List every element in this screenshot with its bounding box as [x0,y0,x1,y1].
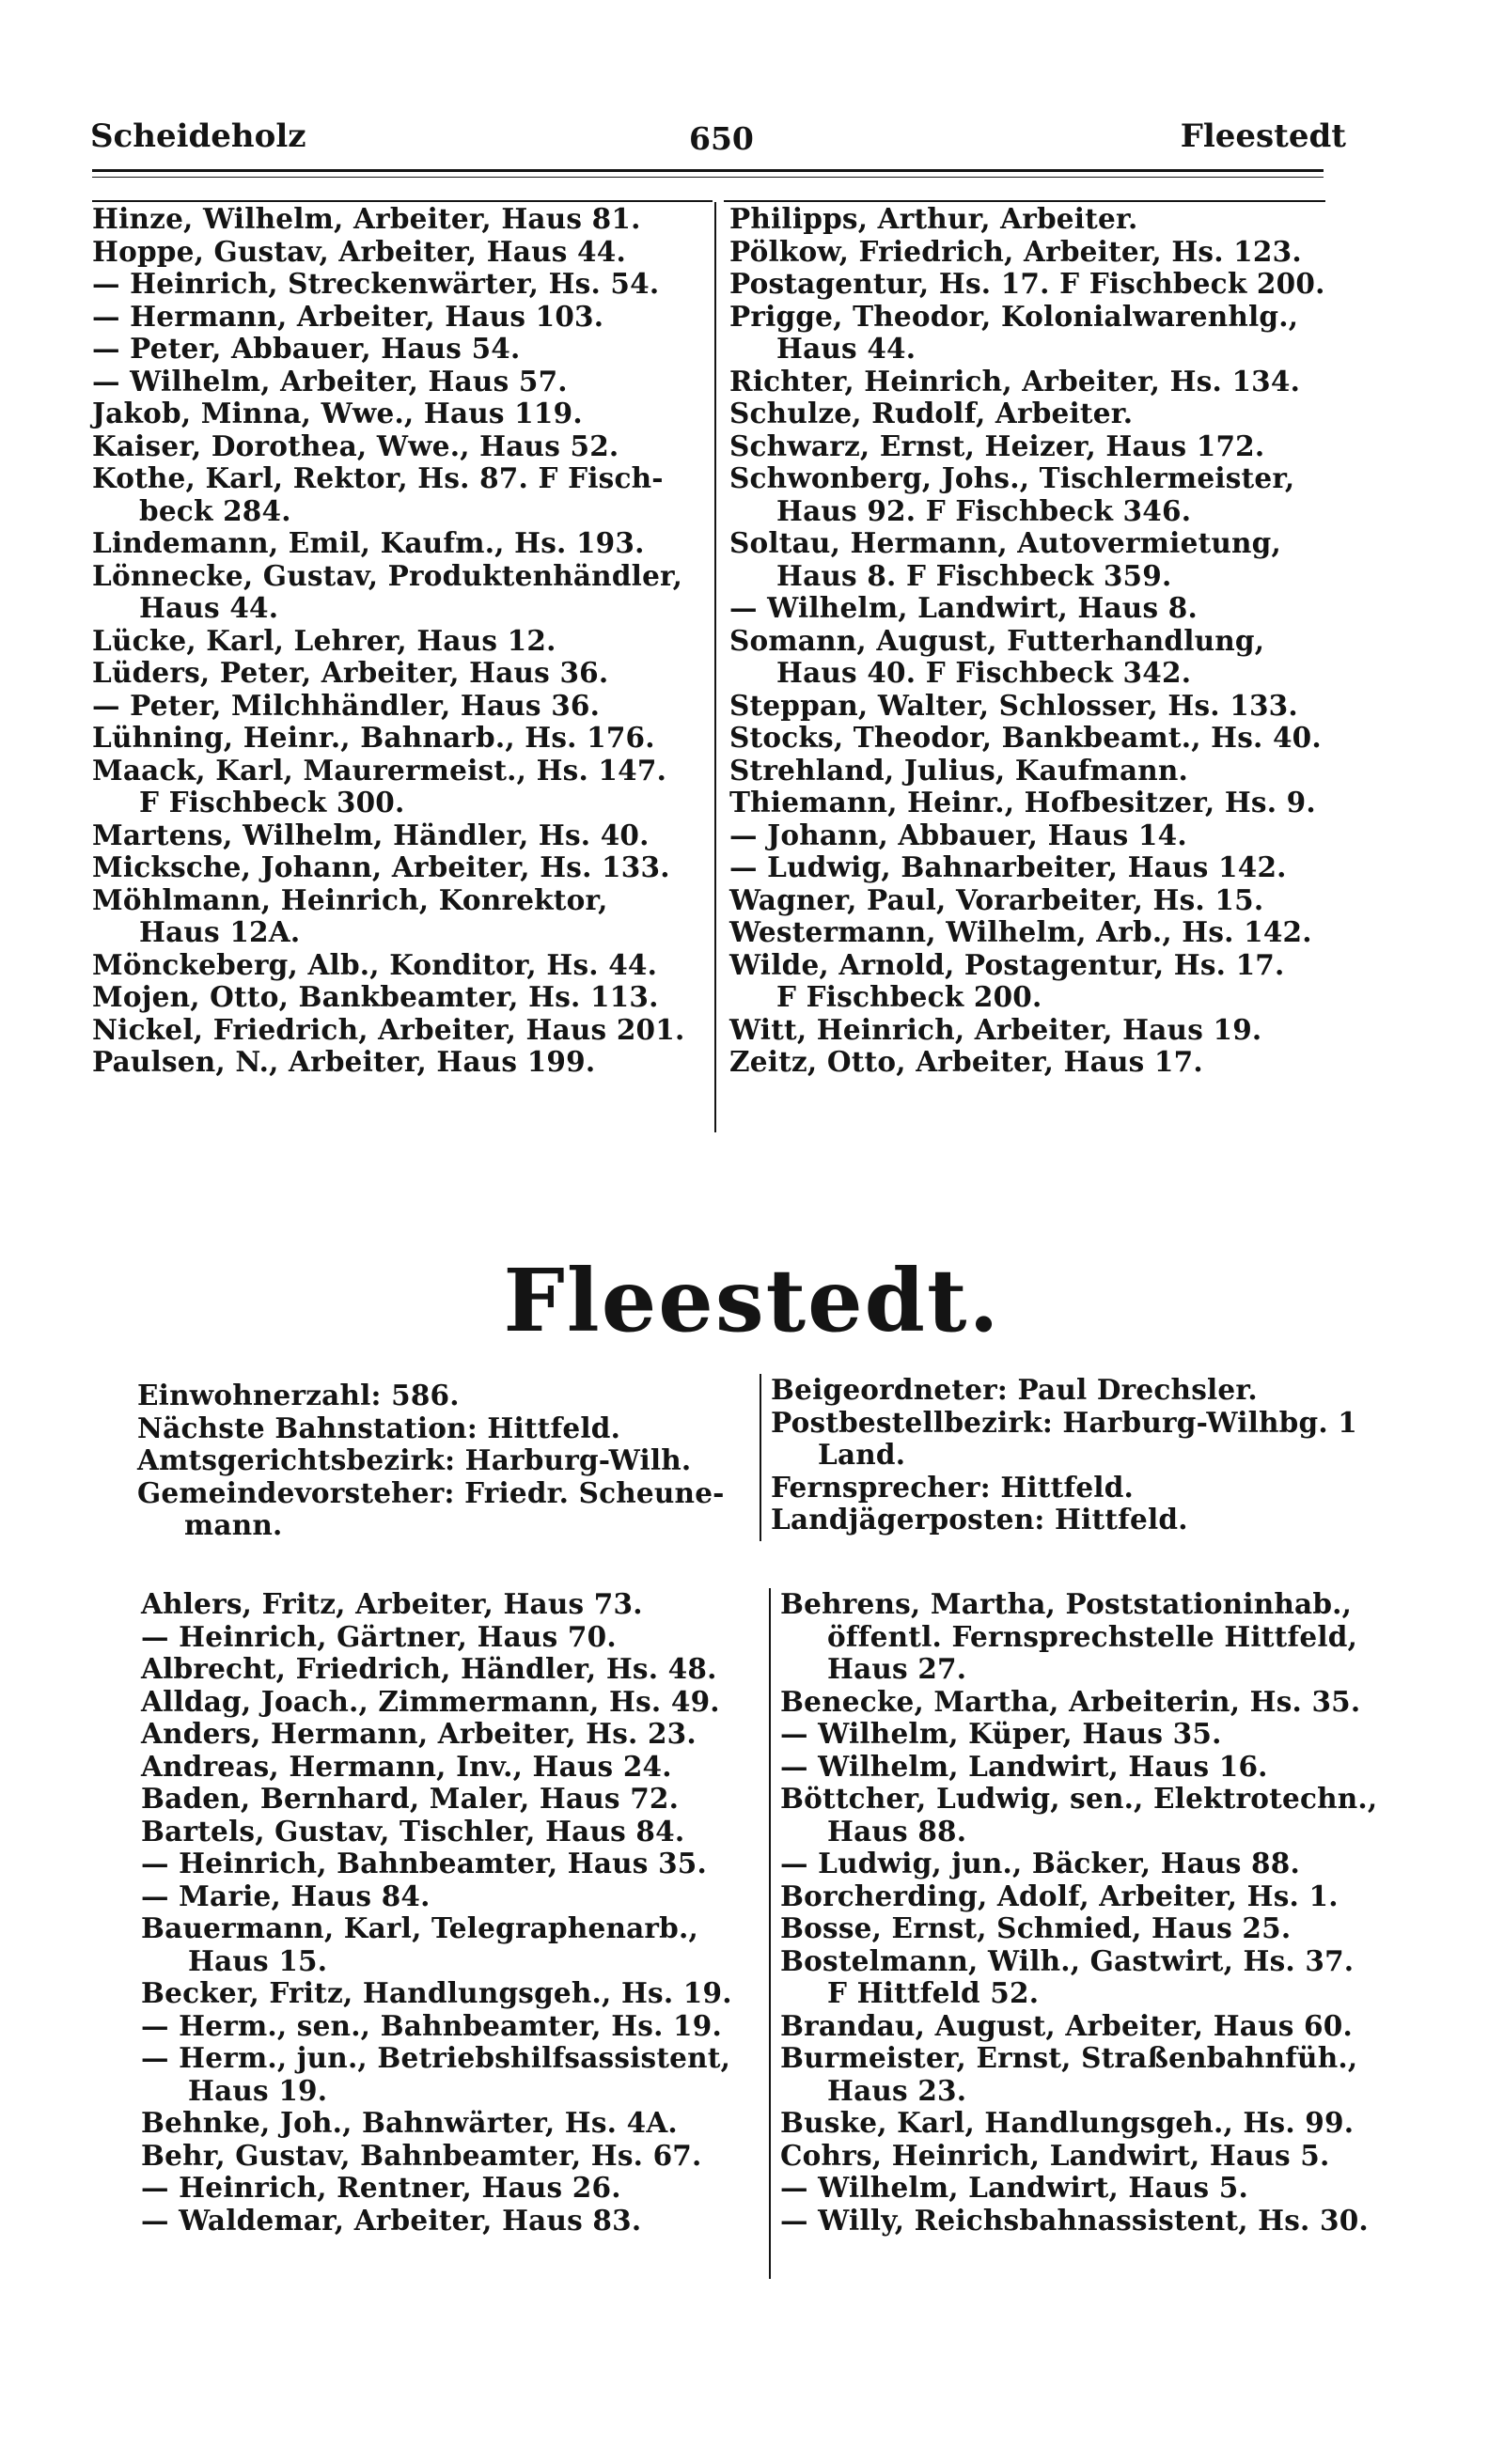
directory-entry-line: Böttcher, Ludwig, sen., Elektrotechn., [780,1782,1378,1815]
directory-entry-line: Hoppe, Gustav, Arbeiter, Haus 44. [92,234,626,268]
directory-entry-line: Haus 88. [827,1814,967,1848]
directory-entry-line: — Ludwig, jun., Bäcker, Haus 88. [780,1847,1300,1879]
info-divider [760,1374,761,1541]
directory-entry-line: Alldag, Joach., Zimmermann, Hs. 49. [141,1684,720,1718]
directory-entry-line: Philipps, Arthur, Arbeiter. [729,202,1138,235]
directory-entry-line: Nickel, Friedrich, Arbeiter, Haus 201. [92,1012,685,1046]
directory-entry-line: F Fischbeck 200. [776,980,1042,1013]
directory-entry-line: Land. [818,1438,906,1471]
directory-entry-line: — Marie, Haus 84. [141,1879,431,1912]
section-title: Fleestedt. [503,1250,1001,1351]
header-rule-thin [92,177,1324,178]
scheideholz-right-column [729,203,1325,1079]
directory-entry-line: Kothe, Karl, Rektor, Hs. 87. F Fisch- [92,461,664,494]
directory-entry-line: öffentl. Fernsprechstelle Hittfeld, [827,1619,1358,1653]
directory-entry-line: Zeitz, Otto, Arbeiter, Haus 17. [729,1045,1203,1078]
directory-entry-line: Maack, Karl, Maurermeist., Hs. 147. [92,753,667,787]
directory-entry-line: — Wilhelm, Arbeiter, Haus 57. [92,364,568,398]
directory-entry-line: Andreas, Hermann, Inv., Haus 24. [141,1749,672,1783]
directory-entry-line: Burmeister, Ernst, Straßenbahnfüh., [780,2041,1358,2074]
directory-entry-line: Stocks, Theodor, Bankbeamt., Hs. 40. [729,721,1322,754]
directory-entry-line: Anders, Hermann, Arbeiter, Hs. 23. [141,1717,697,1750]
directory-entry-line: Wagner, Paul, Vorarbeiter, Hs. 15. [729,882,1264,916]
directory-entry-line: Kaiser, Dorothea, Wwe., Haus 52. [92,429,619,462]
directory-entry-line: Westermann, Wilhelm, Arb., Hs. 142. [729,915,1312,948]
directory-entry-line: Hinze, Wilhelm, Arbeiter, Haus 81. [92,202,641,235]
directory-entry-line: Haus 44. [776,332,916,365]
directory-entry-line: Haus 12A. [139,915,301,948]
directory-entry-line: Haus 8. F Fischbeck 359. [776,558,1172,592]
directory-entry-line: Schwonberg, Johs., Tischlermeister, [729,461,1295,494]
page-number: 650 [689,120,754,157]
directory-entry-line: Haus 23. [827,2073,967,2107]
directory-entry-line: — Wilhelm, Landwirt, Haus 8. [729,591,1198,624]
directory-entry-line: Steppan, Walter, Schlosser, Hs. 133. [729,688,1298,722]
directory-entry-line: Lüders, Peter, Arbeiter, Haus 36. [92,656,609,689]
directory-entry-line: — Wilhelm, Landwirt, Haus 16. [780,1749,1268,1783]
directory-entry-line: Postagentur, Hs. 17. F Fischbeck 200. [729,267,1325,300]
directory-entry-line: Haus 92. F Fischbeck 346. [776,493,1192,527]
directory-entry-line: Lindemann, Emil, Kaufm., Hs. 193. [92,526,645,559]
directory-entry-line: Buske, Karl, Handlungsgeh., Hs. 99. [780,2106,1355,2139]
directory-entry-line: — Heinrich, Streckenwärter, Hs. 54. [92,267,660,300]
directory-entry-line: Paulsen, N., Arbeiter, Haus 199. [92,1045,596,1078]
directory-entry-line: Möhlmann, Heinrich, Konrektor, [92,882,608,916]
directory-entry-line: Lücke, Karl, Lehrer, Haus 12. [92,623,556,657]
directory-entry-line: Haus 19. [188,2073,328,2107]
header-left-title: Scheideholz [90,117,306,155]
directory-entry-line: Haus 40. F Fischbeck 342. [776,656,1192,689]
directory-entry-line: Haus 27. [827,1652,967,1685]
fleestedt-info-right [771,1374,1357,1536]
directory-entry-line: Bartels, Gustav, Tischler, Haus 84. [141,1814,685,1848]
directory-entry-line: Behrens, Martha, Poststationinhab., [780,1587,1353,1620]
directory-entry-line: Behnke, Joh., Bahnwärter, Hs. 4A. [141,2106,678,2139]
directory-entry-line: beck 284. [139,493,291,527]
directory-entry-line: Benecke, Martha, Arbeiterin, Hs. 35. [780,1684,1361,1718]
header-right-title: Fleestedt [1180,117,1346,155]
directory-entry-line: — Peter, Abbauer, Haus 54. [92,332,521,365]
column-divider-bottom [769,1588,771,2279]
directory-entry-line: Fernsprecher: Hittfeld. [771,1470,1135,1504]
directory-entry-line: Bosse, Ernst, Schmied, Haus 25. [780,1911,1292,1944]
directory-entry-line: Ahlers, Fritz, Arbeiter, Haus 73. [141,1587,643,1620]
directory-entry-line: Jakob, Minna, Wwe., Haus 119. [92,397,583,429]
directory-entry-line: — Heinrich, Gärtner, Haus 70. [141,1619,617,1653]
fleestedt-left-column [141,1588,732,2237]
directory-entry-line: Bostelmann, Wilh., Gastwirt, Hs. 37. [780,1943,1355,1977]
directory-entry-line: Lönnecke, Gustav, Produktenhändler, [92,558,683,592]
directory-entry-line: Mickschе, Johann, Arbeiter, Hs. 133. [92,850,670,883]
directory-entry-line: Haus 15. [188,1943,328,1977]
directory-entry-line: — Herm., jun., Betriebshilfsassistent, [141,2041,731,2074]
directory-entry-line: Prigge, Theodor, Kolonialwarenhlg., [729,299,1299,333]
directory-entry-line: — Hermann, Arbeiter, Haus 103. [92,299,604,333]
directory-entry-line: Somann, August, Futterhandlung, [729,623,1265,657]
directory-entry-line: Einwohnerzahl: 586. [137,1379,460,1411]
directory-entry-line: — Ludwig, Bahnarbeiter, Haus 142. [729,850,1287,883]
directory-entry-line: F Hittfeld 52. [827,1976,1040,2009]
directory-entry-line: Haus 44. [139,591,279,624]
directory-entry-line: Cohrs, Heinrich, Landwirt, Haus 5. [780,2138,1330,2172]
column-divider-top [714,202,716,1132]
directory-entry-line: Soltau, Hermann, Autovermietung, [729,526,1281,559]
directory-entry-line: Borcherding, Adolf, Arbeiter, Hs. 1. [780,1879,1339,1912]
fleestedt-info-left [137,1380,725,1542]
directory-entry-line: Landjägerposten: Hittfeld. [771,1503,1188,1536]
directory-entry-line: — Johann, Abbauer, Haus 14. [729,818,1187,851]
fleestedt-right-column [780,1588,1377,2237]
directory-entry-line: Mojen, Otto, Bankbeamter, Hs. 113. [92,980,659,1013]
directory-entry-line: Schulze, Rudolf, Arbeiter. [729,397,1134,429]
directory-entry-line: — Willy, Reichsbahnassistent, Hs. 30. [780,2203,1369,2237]
header-rule-thick [92,169,1324,172]
directory-entry-line: Gemeindevorsteher: Friedr. Scheune- [137,1475,725,1509]
directory-entry-line: Lühning, Heinr., Bahnarb., Hs. 176. [92,721,655,754]
directory-entry-line: Beigeordneter: Paul Drechsler. [771,1373,1258,1406]
directory-entry-line: Richter, Heinrich, Arbeiter, Hs. 134. [729,364,1301,398]
directory-entry-line: Pölkow, Friedrich, Arbeiter, Hs. 123. [729,234,1302,268]
directory-entry-line: Becker, Fritz, Handlungsgeh., Hs. 19. [141,1976,732,2009]
directory-entry-line: Nächste Bahnstation: Hittfeld. [137,1411,621,1444]
directory-entry-line: Bauermann, Karl, Telegraphenarb., [141,1911,698,1944]
directory-entry-line: F Fischbeck 300. [139,786,405,819]
directory-entry-line: Brandau, August, Arbeiter, Haus 60. [780,2008,1353,2042]
directory-entry-line: mann. [184,1508,283,1541]
directory-entry-line: — Peter, Milchhändler, Haus 36. [92,688,601,722]
directory-entry-line: Thiemann, Heinr., Hofbesitzer, Hs. 9. [729,786,1316,819]
directory-entry-line: — Wilhelm, Landwirt, Haus 5. [780,2171,1248,2204]
scheideholz-left-column [92,203,685,1079]
directory-entry-line: — Heinrich, Rentner, Haus 26. [141,2171,621,2204]
directory-entry-line: — Heinrich, Bahnbeamter, Haus 35. [141,1847,708,1879]
directory-entry-line: Albrecht, Friedrich, Händler, Hs. 48. [141,1652,717,1685]
directory-entry-line: Schwarz, Ernst, Heizer, Haus 172. [729,429,1265,462]
directory-entry-line: — Herm., sen., Bahnbeamter, Hs. 19. [141,2008,722,2042]
directory-entry-line: Baden, Bernhard, Maler, Haus 72. [141,1782,680,1815]
directory-entry-line: Witt, Heinrich, Arbeiter, Haus 19. [729,1012,1262,1046]
directory-entry-line: Behr, Gustav, Bahnbeamter, Hs. 67. [141,2138,702,2172]
directory-entry-line: Strehland, Julius, Kaufmann. [729,753,1189,787]
directory-entry-line: Martens, Wilhelm, Händler, Hs. 40. [92,818,650,851]
directory-entry-line: Wilde, Arnold, Postagentur, Hs. 17. [729,947,1285,981]
directory-entry-line: — Waldemar, Arbeiter, Haus 83. [141,2203,642,2237]
directory-entry-line: Postbestellbezirk: Harburg-Wilhbg. 1 [771,1405,1358,1439]
directory-entry-line: — Wilhelm, Küper, Haus 35. [780,1717,1222,1750]
directory-entry-line: Mönckeberg, Alb., Konditor, Hs. 44. [92,947,658,981]
directory-entry-line: Amtsgerichtsbezirk: Harburg-Wilh. [137,1443,692,1476]
